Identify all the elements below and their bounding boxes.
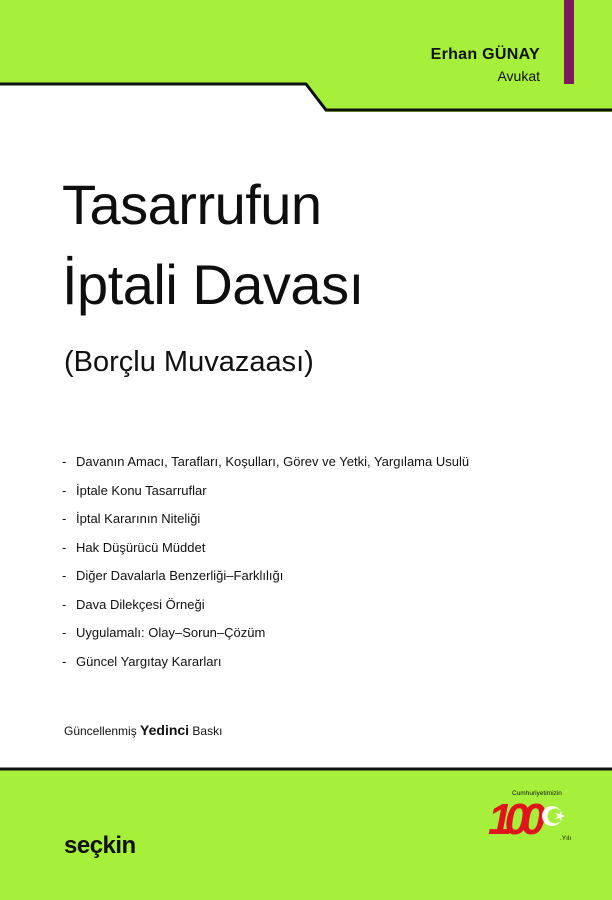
topic-text: Diğer Davalarla Benzerliği–Farklılığı	[76, 568, 284, 583]
list-bullet: -	[62, 454, 67, 469]
list-item	[62, 477, 469, 506]
topic-text: Davanın Amacı, Tarafları, Koşulları, Görev ve Yetki, Yargılama Usulü	[76, 454, 470, 469]
topic-text: Uygulamalı: Olay–Sorun–Çözüm	[76, 625, 266, 640]
topic-text: İptale Konu Tasarruflar	[76, 482, 207, 498]
author-title: Avukat	[497, 68, 540, 84]
topic-text: İptal Kararının Niteliği	[76, 511, 201, 526]
edition-number: Yedinci	[140, 722, 190, 738]
topic-text: Güncel Yargıtay Kararları	[76, 653, 222, 669]
list-item	[62, 505, 469, 534]
centenary-caption-bottom: .Yılı	[560, 835, 572, 842]
centenary-logo	[488, 786, 578, 842]
list-bullet: -	[62, 596, 67, 612]
crescent-star-icon	[542, 806, 565, 826]
list-item	[62, 619, 469, 648]
list-bullet: -	[62, 482, 67, 498]
list-bullet: -	[62, 539, 67, 555]
list-bullet: -	[62, 653, 67, 669]
edition-note	[64, 722, 222, 738]
publisher-logo: seçkin	[64, 832, 136, 859]
list-item	[62, 448, 469, 477]
list-bullet: -	[62, 568, 67, 583]
book-title-line-2: İptali Davası	[62, 253, 364, 316]
book-title-line-1: Tasarrufun	[62, 173, 322, 236]
topic-text: Hak Düşürücü Müddet	[76, 539, 206, 555]
purple-accent-stripe	[564, 0, 574, 84]
author-name: Erhan GÜNAY	[430, 46, 540, 63]
list-item	[62, 648, 469, 677]
list-bullet: -	[62, 511, 67, 526]
list-item	[62, 534, 469, 563]
list-item	[62, 591, 469, 620]
centenary-caption-top: Cumhuriyetimizin	[512, 790, 562, 797]
centenary-number: 100	[488, 795, 538, 842]
edition-suffix: Baskı	[192, 724, 223, 738]
topic-text: Dava Dilekçesi Örneği	[76, 596, 205, 612]
topic-list	[62, 448, 469, 676]
edition-prefix: Güncellenmiş	[64, 724, 137, 738]
list-bullet: -	[62, 625, 67, 640]
list-item	[62, 562, 469, 591]
book-subtitle: (Borçlu Muvazaası)	[64, 346, 314, 378]
